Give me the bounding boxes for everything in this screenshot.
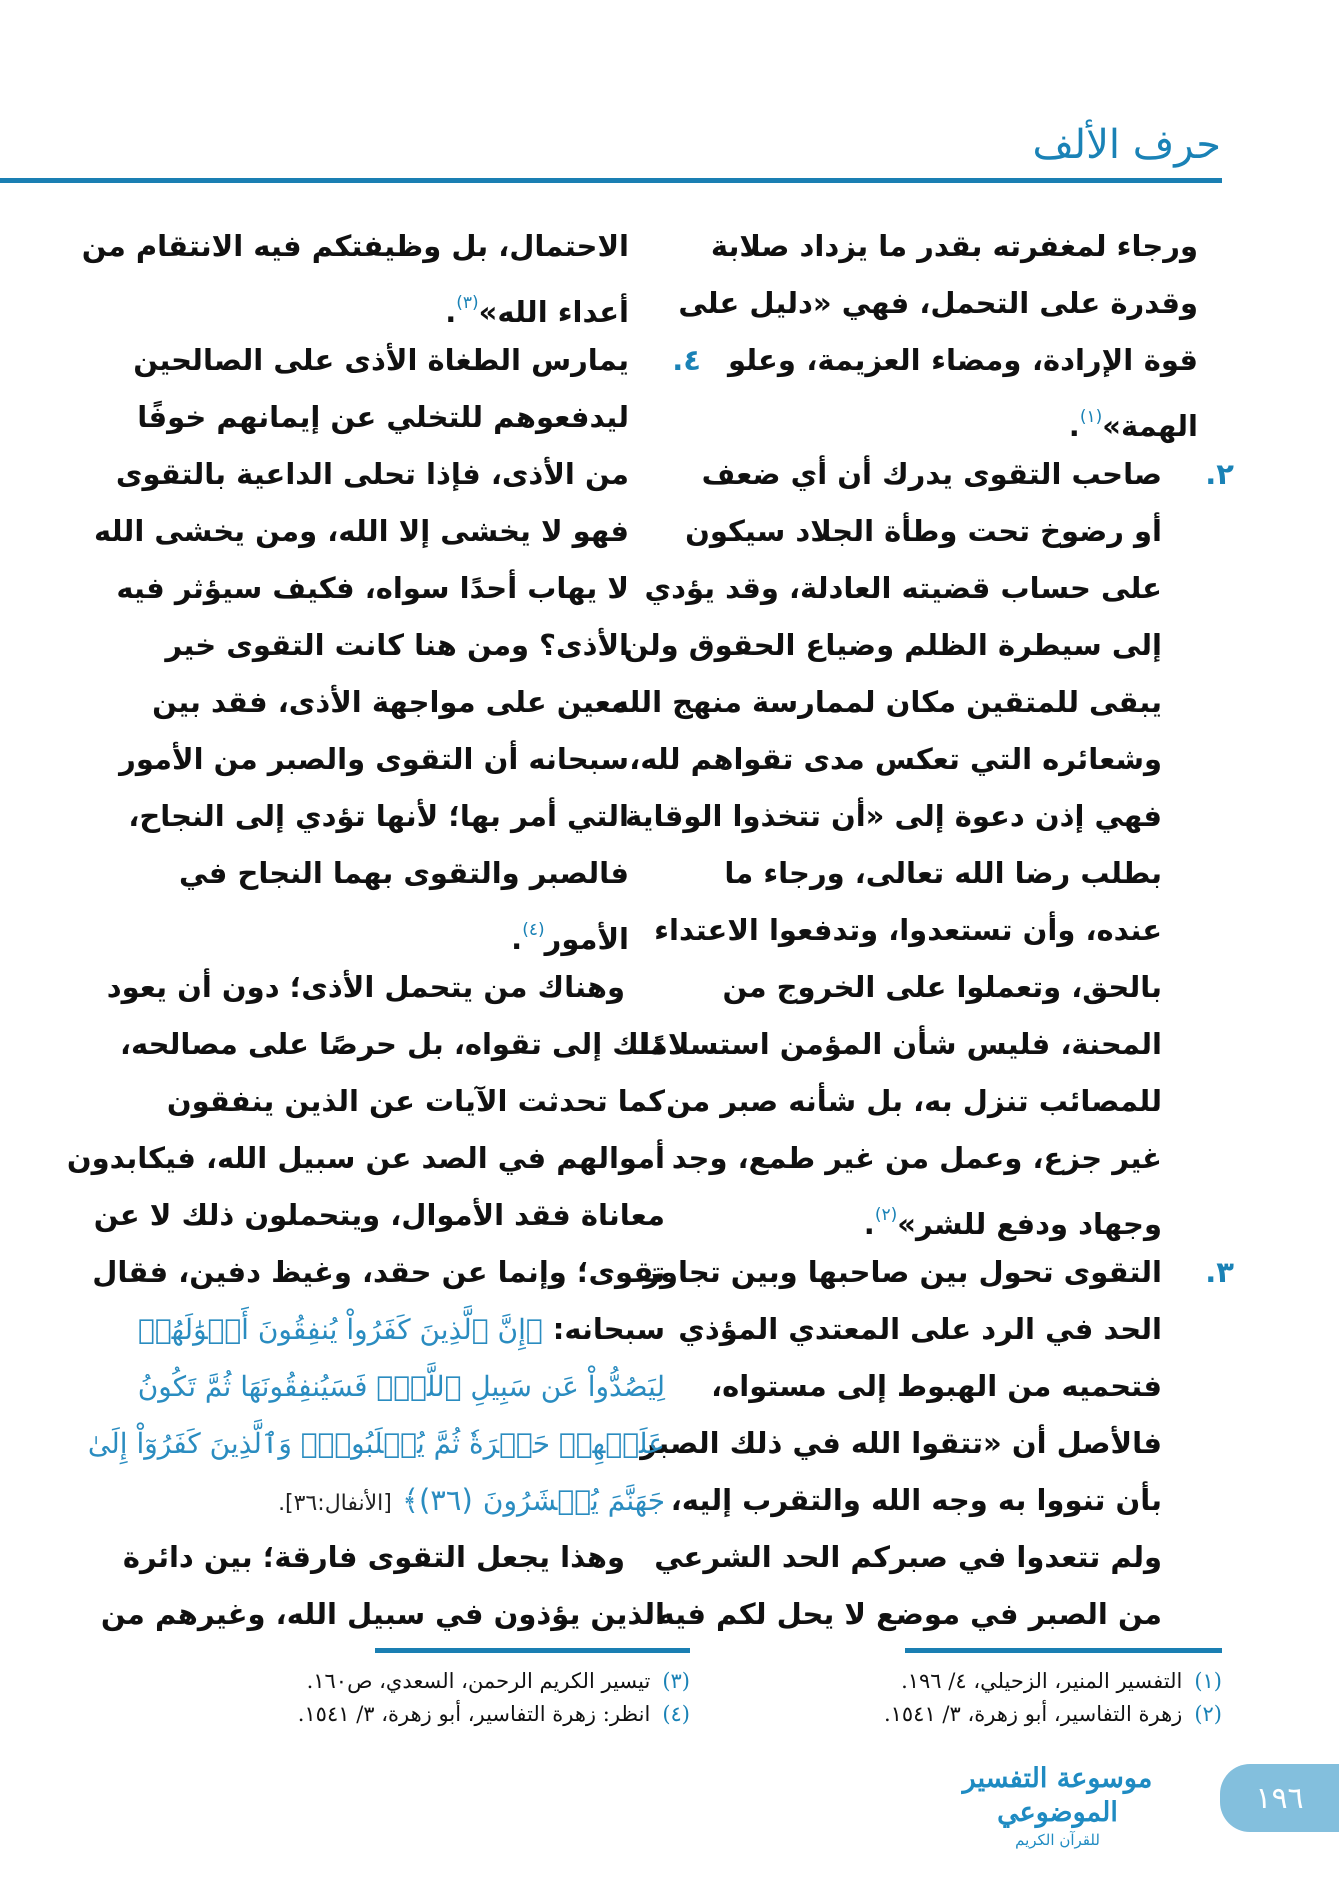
text-line: بطلب رضا الله تعالى، ورجاء ما xyxy=(724,856,1162,890)
text-line: فالصبر والتقوى بهما النجاح في xyxy=(179,856,629,890)
footnote-ref-3[interactable]: (٣) xyxy=(456,293,479,313)
page-number-tab xyxy=(1220,1764,1339,1832)
text-line: من الأذى، فإذا تحلى الداعية بالتقوى xyxy=(115,457,629,491)
quran-line xyxy=(195,1472,665,1529)
ayah-number-icon: (٣٦)﴾ xyxy=(401,1483,473,1517)
text-line: من الصبر في موضع لا يحل لكم فيه xyxy=(657,1597,1162,1631)
period: . xyxy=(1068,409,1080,443)
text-line: التي أمر بها؛ لأنها تؤدي إلى النجاح، xyxy=(128,799,629,833)
footnote-number: (٣) xyxy=(662,1669,690,1693)
text-line: معاناة فقد الأموال، ويتحملون ذلك لا عن xyxy=(93,1198,665,1232)
text-line: سبحانه أن التقوى والصبر من الأمور xyxy=(119,742,629,776)
footnote-number: (١) xyxy=(1194,1669,1222,1693)
text-fragment: الهمة» xyxy=(1102,409,1198,443)
footnotes-right xyxy=(760,1665,1222,1731)
text-line: فتحميه من الهبوط إلى مستواه، xyxy=(711,1369,1162,1403)
quran-text: ﴿إِنَّ ٱلَّذِينَ كَفَرُواْ يُنفِقُونَ أَمۡوَٰلَهُمۡ xyxy=(138,1313,543,1346)
text-line: وهذا يجعل التقوى فارقة؛ بين دائرة xyxy=(122,1540,625,1574)
text-line: على حساب قضيته العادلة، وقد يؤدي xyxy=(644,571,1162,605)
quran-line xyxy=(87,1415,665,1472)
text-line xyxy=(701,446,1234,503)
list-number: ٢. xyxy=(1205,457,1234,491)
text-line: وهناك من يتحمل الأذى؛ دون أن يعود xyxy=(106,970,625,1004)
text-line: فهو لا يخشى إلا الله، ومن يخشى الله xyxy=(94,514,629,548)
text-line: أموالهم في الصد عن سبيل الله، فيكابدون xyxy=(66,1141,665,1175)
footnote-ref-4[interactable]: (٤) xyxy=(522,920,545,940)
quran-line xyxy=(138,1301,665,1358)
footnote-3 xyxy=(200,1665,690,1698)
text-line: المحنة، فليس شأن المؤمن استسلامًا xyxy=(639,1027,1162,1061)
text-fragment: يمارس الطغاة الأذى على الصالحين xyxy=(133,343,629,377)
text-line-with-footnote xyxy=(728,389,1198,446)
text-line xyxy=(643,1244,1234,1301)
text-line: غير جزع، وعمل من غير طمع، وجد xyxy=(671,1141,1162,1175)
text-fragment: التقوى تحول بين صاحبها وبين تجاوز xyxy=(643,1255,1162,1289)
section-title: حرف الألف xyxy=(1032,122,1221,168)
text-line: يبقى للمتقين مكان لممارسة منهج الله xyxy=(611,685,1162,719)
list-number: ٤. xyxy=(672,343,701,377)
text-line: للمصائب تنزل به، بل شأنه صبر من xyxy=(666,1084,1162,1118)
text-line: الذين يؤذون في سبيل الله، وغيرهم من xyxy=(100,1597,665,1631)
encyclopedia-logo xyxy=(935,1762,1180,1850)
page-number: ١٩٦ xyxy=(1255,1780,1304,1816)
text-line: لا يهاب أحدًا سواه، فكيف سيؤثر فيه xyxy=(116,571,629,605)
right-column xyxy=(611,218,1234,1643)
footnote-1 xyxy=(760,1665,1222,1698)
text-fragment: الأمور xyxy=(544,922,629,956)
text-line: الأذى؟ ومن هنا كانت التقوى خير xyxy=(165,628,629,662)
header-rule xyxy=(0,178,1222,183)
text-line: كما تحدثت الآيات عن الذين ينفقون xyxy=(166,1084,665,1118)
footnote-2 xyxy=(760,1698,1222,1731)
footnote-text: تيسير الكريم الرحمن، السعدي، ص١٦٠. xyxy=(306,1669,651,1693)
text-fragment: وجهاد ودفع للشر» xyxy=(897,1207,1162,1241)
period: . xyxy=(863,1207,875,1241)
text-line: تقوى؛ وإنما عن حقد، وغيظ دفين، فقال xyxy=(92,1255,665,1289)
logo-title: موسوعة التفسير الموضوعي xyxy=(962,1763,1153,1828)
text-line xyxy=(133,332,701,389)
text-line: إلى سيطرة الظلم وضياع الحقوق ولن xyxy=(623,628,1162,662)
footnote-number: (٤) xyxy=(662,1702,690,1726)
text-line: ورجاء لمغفرته بقدر ما يزداد صلابة xyxy=(710,229,1198,263)
footnote-text: التفسير المنير، الزحيلي، ٤/ ١٩٦. xyxy=(901,1669,1183,1693)
text-line: ليدفعوهم للتخلي عن إيمانهم خوفًا xyxy=(137,400,629,434)
footnotes-left xyxy=(200,1665,690,1731)
period: . xyxy=(445,295,457,329)
quran-text: عَلَيۡهِمۡ حَسۡرَةٗ ثُمَّ يُغۡلَبُونَۗ وَٱلَّذِينَ كَفَرُوٓاْ إِلَىٰ xyxy=(87,1427,665,1460)
text-fragment: صاحب التقوى يدرك أن أي ضعف xyxy=(701,457,1162,491)
verse-reference: [الأنفال:٣٦]. xyxy=(278,1491,392,1516)
quran-text: لِيَصُدُّواْ عَن سَبِيلِ ٱللَّهِۚ فَسَيُنفِقُونَهَا ثُمَّ تَكُونُ xyxy=(137,1370,665,1403)
footnote-4 xyxy=(200,1698,690,1731)
text-line: قوة الإرادة، ومضاء العزيمة، وعلو xyxy=(728,343,1198,377)
text-line: بالحق، وتعملوا على الخروج من xyxy=(722,970,1162,1004)
text-line-with-footnote xyxy=(195,275,665,332)
list-item-2 xyxy=(611,446,1234,1244)
footnote-separator xyxy=(375,1648,690,1653)
footnote-ref-1[interactable]: (١) xyxy=(1079,407,1103,427)
text-line: الحد في الرد على المعتدي المؤذي xyxy=(678,1312,1162,1346)
text-line: معين على مواجهة الأذى، فقد بين xyxy=(152,685,629,719)
text-fragment: أعداء الله» xyxy=(478,295,629,329)
paragraph xyxy=(66,959,665,1529)
text-line: عنده، وأن تستعدوا، وتدفعوا الاعتداء xyxy=(654,913,1162,947)
footnote-text: زهرة التفاسير، أبو زهرة، ٣/ ١٥٤١. xyxy=(883,1702,1183,1726)
footnote-separator xyxy=(905,1648,1222,1653)
verse-intro: سبحانه: xyxy=(552,1312,665,1346)
paragraph xyxy=(100,1529,665,1643)
logo-subtitle: للقرآن الكريم xyxy=(1015,1831,1100,1849)
text-line: وقدرة على التحمل، فهي «دليل على xyxy=(678,286,1198,320)
text-line: وشعائره التي تعكس مدى تقواهم لله، xyxy=(629,742,1162,776)
footnote-ref-2[interactable]: (٢) xyxy=(874,1205,898,1225)
footnote-number: (٢) xyxy=(1194,1702,1222,1726)
text-line-with-footnote xyxy=(728,1187,1198,1244)
left-column xyxy=(66,218,701,1643)
text-line: فهي إذن دعوة إلى «أن تتخذوا الوقاية xyxy=(625,799,1162,833)
text-line: فالأصل أن «تتقوا الله في ذلك الصبر xyxy=(640,1426,1162,1460)
text-line: ولم تتعدوا في صبركم الحد الشرعي xyxy=(654,1540,1162,1574)
list-number: ٣. xyxy=(1205,1255,1234,1289)
text-line: الاحتمال، بل وظيفتكم فيه الانتقام من xyxy=(81,229,629,263)
text-line-with-footnote xyxy=(195,902,665,959)
period: . xyxy=(511,922,523,956)
text-line: أو رضوخ تحت وطأة الجلاد سيكون xyxy=(685,514,1162,548)
quran-text: جَهَنَّمَ يُحۡشَرُونَ xyxy=(482,1484,665,1517)
footnote-text: انظر: زهرة التفاسير، أبو زهرة، ٣/ ١٥٤١. xyxy=(297,1702,651,1726)
list-item-3 xyxy=(640,1244,1234,1643)
quran-line xyxy=(137,1358,665,1415)
text-line: بأن تنووا به وجه الله والتقرب إليه، xyxy=(670,1483,1162,1517)
ayah-number: ٣٦ xyxy=(430,1483,462,1517)
text-line: ذلك إلى تقواه، بل حرصًا على مصالحه، xyxy=(120,1027,665,1061)
list-item-4 xyxy=(94,332,701,959)
